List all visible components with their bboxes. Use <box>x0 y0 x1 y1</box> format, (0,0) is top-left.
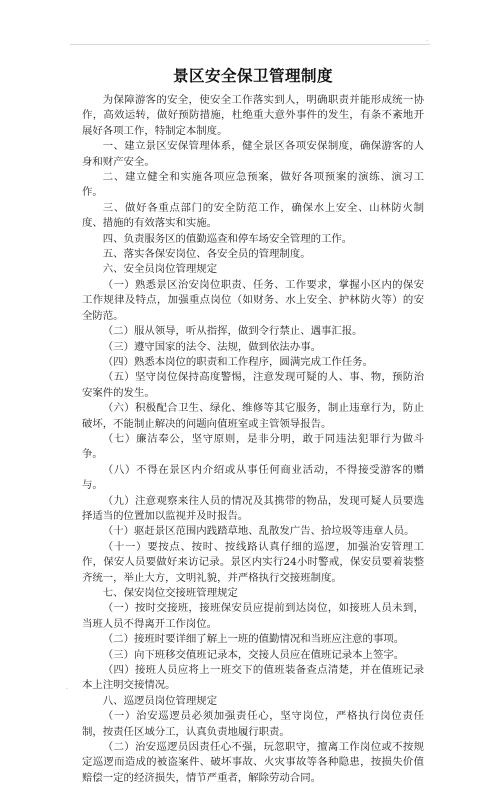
document-body <box>82 64 424 786</box>
paragraph: （二）接班时要详细了解上一班的值勤情况和当班应注意的事项。 <box>102 633 405 646</box>
paragraph: （四）熟悉本岗位的职责和工作程序，圆满完成工作任务。 <box>102 355 373 368</box>
header-dot: · <box>426 38 428 45</box>
paragraph: 一、建立景区安保管理体系，健全景区各项安保制度，确保游客的人身和财产安全。 <box>82 140 424 168</box>
paragraph: （二）治安巡逻员因责任心不强，玩忽职守，擅离工作岗位或不按规定巡逻而造成的被盗案件、破坏事故、火灾事故等各种隐患，按损失价值赔偿一定的经济损失，情节严重者，解除劳动合同。 <box>82 741 424 784</box>
paragraph: （九）注意观察来往人员的情况及其携带的物品，发现可疑人员要选择适当的位置加以监视并及时报告。 <box>82 494 424 522</box>
paragraph: 六、安全员岗位管理规定 <box>102 263 218 276</box>
paragraph: 为保障游客的安全，使安全工作落实到人，明确职责并能形成统一协作，高效运转，做好预防措施，杜绝重大意外事件的发生，有条不紊地开展好各项工作，特制定本制度。 <box>82 94 424 137</box>
paragraph-list <box>82 93 424 786</box>
footer-dot: · <box>66 686 68 693</box>
paragraph: （二）服从领导，听从指挥，做到令行禁止、遇事汇报。 <box>102 325 363 338</box>
paragraph: （七）廉洁奉公，坚守原则，是非分明，敢于同违法犯罪行为做斗争。 <box>82 432 424 461</box>
header-rule <box>70 44 430 45</box>
paragraph: （十）驱赶景区范围内践踏草地、乱散发广告、拾垃圾等违章人员。 <box>102 525 415 538</box>
paragraph: （六）积极配合卫生、绿化、维修等其它服务，制止违章行为，防止破坏，不能制止解决的问题向值班室或主管领导报告。 <box>82 402 424 430</box>
paragraph: 二、建立健全和实施各项应急预案，做好各项预案的演练、演习工作。 <box>82 171 424 199</box>
paragraph: （五）坚守岗位保持高度警惕，注意发现可疑的人、事、物，预防治安案件的发生。 <box>82 371 424 399</box>
paragraph: （八）不得在景区内介绍或从事任何商业活动，不得接受游客的赠与。 <box>82 463 424 492</box>
paragraph: 四、负责服务区的值勤巡查和停车场安全管理的工作。 <box>102 232 353 245</box>
document-title: 景区安全保卫管理制度 <box>172 66 333 85</box>
paragraph: （十一）要按点、按时、按线路认真仔细的巡逻，加强治安管理工作，保安人员要做好来访记录。景区内实行24小时警戒，保安员要着装整齐统一，举止大方，文明礼貌，并严格执行交接班制度。 <box>82 540 424 584</box>
paragraph: （一）治安巡逻员必须加强责任心，坚守岗位，严格执行岗位责任制，按责任区域分工，认真负责地履行职责。 <box>82 710 424 738</box>
paragraph: （一）熟悉景区治安岗位职责、任务、工作要求，掌握小区内的保安工作规律及特点，加强重点岗位（如财务、水上安全、护林防火等）的安全防范。 <box>82 278 424 322</box>
paragraph: （一）按时交接班，接班保安员应提前到达岗位，如接班人员未到，当班人员不得离开工作岗位。 <box>82 602 424 630</box>
paragraph: 七、保安岗位交接班管理规定 <box>102 587 238 599</box>
paragraph: （三）遵守国家的法令、法规，做到依法办事。 <box>102 340 321 353</box>
paragraph: 五、落实各保安岗位、各安全员的管理制度。 <box>102 248 311 261</box>
paragraph: （三）向下班移交值班记录本，交接人员应在值班记录本上签字。 <box>102 648 405 661</box>
paragraph: 八、巡逻员岗位管理规定 <box>102 694 218 707</box>
paragraph: 三、做好各重点部门的安全防范工作，确保水上安全、山林防火制度、措施的有效落实和实施。 <box>82 201 424 230</box>
paragraph: （四）接班人员应将上一班交下的值班装备查点清楚，并在值班记录本上注明交接情况。 <box>82 664 424 692</box>
